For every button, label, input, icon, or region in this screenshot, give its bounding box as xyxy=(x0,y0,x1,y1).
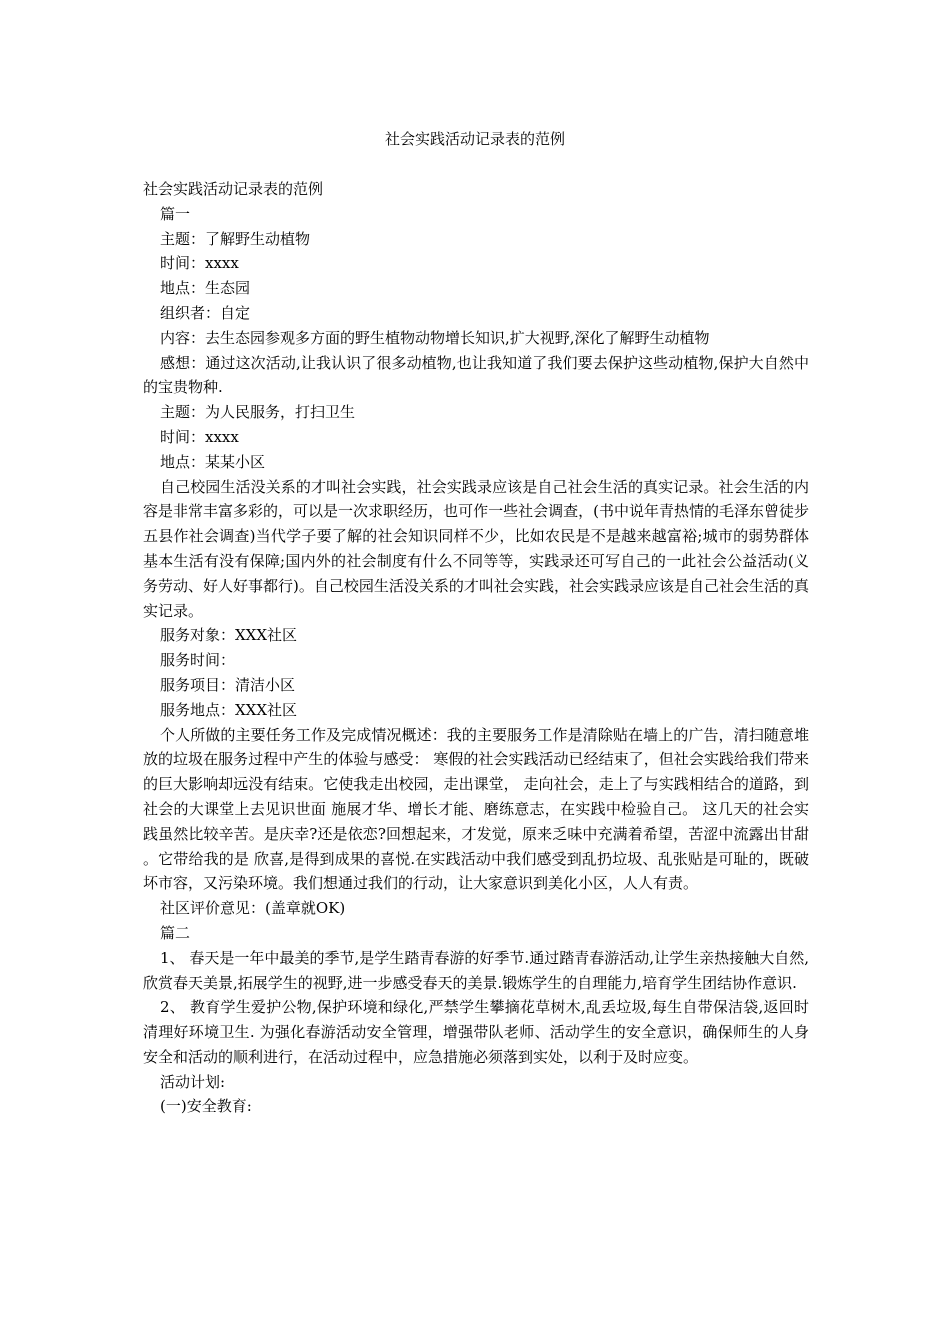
paragraph: 服务对象：XXX社区 xyxy=(160,626,298,645)
paragraph: 服务项目：清洁小区 xyxy=(160,675,296,694)
paragraph: 社区评价意见：(盖章就OK) xyxy=(160,899,346,918)
paragraph: 地点：某某小区 xyxy=(160,452,266,471)
paragraph: 社会实践活动记录表的范例 xyxy=(143,180,324,198)
paragraph: 时间：xxxx xyxy=(160,254,239,273)
paragraph: 服务地点：XXX社区 xyxy=(160,700,298,719)
paragraph: 主题：了解野生动植物 xyxy=(160,229,311,248)
paragraph: 感想：通过这次活动,让我认识了很多动植物,也让我知道了我们要去保护这些动植物,保护大自然中的宝贵物种. xyxy=(143,353,809,397)
paragraph: 1、 春天是一年中最美的季节,是学生踏青春游的好季节.通过踏青春游活动,让学生亲热接触大自然,欣赏春天美景,拓展学生的视野,进一步感受春天的美景.锻炼学生的自理能力,培育学生团结协作意识. xyxy=(143,948,809,992)
paragraph: 主题：为人民服务，打扫卫生 xyxy=(160,403,356,422)
page-title: 社会实践活动记录表的范例 xyxy=(384,130,565,148)
paragraph: 组织者：自定 xyxy=(160,303,251,322)
paragraph: 篇一 xyxy=(160,204,191,223)
paragraph: 个人所做的主要任务工作及完成情况概述：我的主要服务工作是清除贴在墙上的广告，清扫随意堆放的垃圾在服务过程中产生的体验与感受： 寒假的社会实践活动已经结束了，但社会实践给我们带来的巨大影响却远没有结束。它使我走出校园，走出课堂， 走向社会，走上了与实践相结合的道路，到社会的大课堂上去见识世面 施展才华、增长才能、磨练意志，在实践中检验自己。 这几天的社会实践虽然比较辛苦。是庆幸?还是依恋?回想起来，才发觉，原来乏味中充满着希望，苦涩中流露出甘甜 。它带给我的是 欣喜,是得到成果的喜悦.在实践活动中我们感受到乱扔垃圾、乱张贴是可耻的，既破坏市容，又污染环境。我们想通过我们的行动，让大家意识到美化小区，人人有责。 xyxy=(143,725,809,893)
paragraph: 篇二 xyxy=(160,923,191,942)
paragraph: 内容：去生态园参观多方面的野生植物动物增长知识,扩大视野,深化了解野生动植物 xyxy=(160,328,710,347)
paragraph: 自己校园生活没关系的才叫社会实践，社会实践录应该是自己社会生活的真实记录。社会生活的内容是非常丰富多彩的，可以是一次求职经历，也可作一些社会调查，(书中说年青热情的毛泽东曾徒步五县作社会调查)当代学子要了解的社会知识同样不少，比如农民是不是越来越富裕;城市的弱势群体基本生活有没有保障;国内外的社会制度有什么不同等等，实践录还可写自己的一此社会公益活动(义务劳动、好人好事都行)。自己校园生活没关系的才叫社会实践，社会实践录应该是自己社会生活的真实记录。 xyxy=(143,477,809,620)
paragraph: (一)安全教育: xyxy=(160,1097,252,1116)
paragraph: 活动计划: xyxy=(160,1072,226,1091)
paragraph: 时间：xxxx xyxy=(160,427,239,446)
paragraph: 服务时间： xyxy=(160,651,236,670)
paragraph: 地点：生态园 xyxy=(160,279,251,298)
document-body xyxy=(143,177,809,1119)
paragraph: 2、 教育学生爱护公物,保护环境和绿化,严禁学生攀摘花草树木,乱丢垃圾,每生自带保洁袋,返回时清理好环境卫生. 为强化春游活动安全管理，增强带队老师、活动学生的安全意识，确保师生的人身安全和活动的顺利进行，在活动过程中，应急措施必须落到实处，以利于及时应变。 xyxy=(143,998,809,1066)
